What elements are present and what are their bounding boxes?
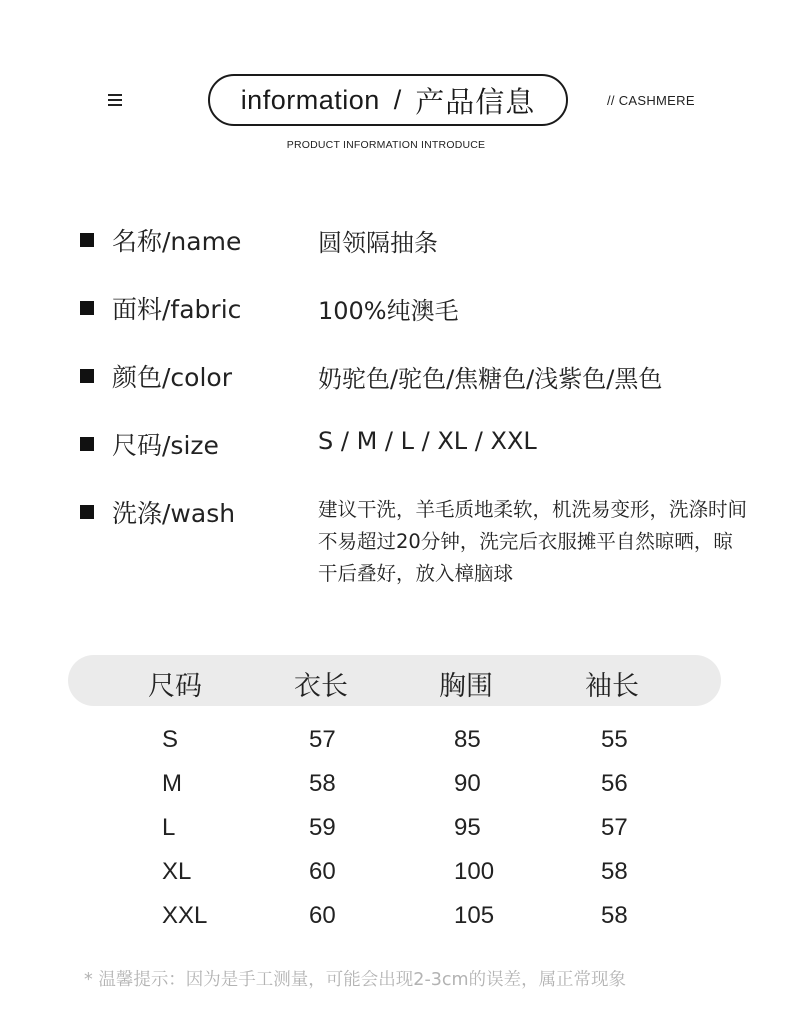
info-value: 奶驼色/驼色/焦糖色/浅紫色/黑色: [318, 365, 663, 393]
table-header-cell: 衣长: [294, 671, 348, 702]
info-label: 尺码/size: [112, 431, 219, 460]
table-cell: 58: [601, 902, 628, 929]
title-english: information: [240, 84, 380, 115]
table-cell: 55: [601, 726, 628, 753]
info-value: S / M / L / XL / XXL: [318, 427, 537, 455]
table-cell: 56: [601, 770, 628, 797]
info-label: 名称/name: [112, 227, 242, 256]
table-header-cell: 尺码: [148, 671, 202, 702]
table-cell: 58: [309, 770, 336, 797]
table-cell: 90: [454, 770, 481, 797]
table-cell: 58: [601, 858, 628, 885]
brand-tag: // CASHMERE: [607, 93, 695, 108]
info-value: 圆领隔抽条: [318, 229, 438, 257]
menu-icon-bar: [108, 99, 122, 101]
table-cell: 105: [454, 902, 495, 929]
table-cell: 100: [454, 858, 495, 885]
info-value: 建议干洗，羊毛质地柔软，机洗易变形，洗涤时间不易超过20分钟，洗完后衣服摊平自然晾晒，晾干后叠好，放入樟脑球: [318, 498, 748, 585]
table-cell: 95: [454, 814, 481, 841]
page-subtitle: PRODUCT INFORMATION INTRODUCE: [286, 139, 486, 151]
bullet-square-icon: [80, 301, 94, 315]
menu-icon-bar: [108, 104, 122, 106]
table-cell: 60: [309, 902, 336, 929]
bullet-square-icon: [80, 369, 94, 383]
table-cell: XXL: [162, 902, 208, 929]
table-cell: 60: [309, 858, 336, 885]
table-header-cell: 袖长: [585, 671, 639, 702]
info-value: 100%纯澳毛: [318, 297, 459, 325]
menu-icon-bar: [108, 94, 122, 96]
table-cell: 57: [601, 814, 628, 841]
table-cell: XL: [162, 858, 192, 885]
table-cell: L: [162, 814, 176, 841]
measurement-footnote: * 温馨提示：因为是手工测量，可能会出现2-3cm的误差，属正常现象: [84, 970, 627, 990]
menu-icon[interactable]: [108, 94, 122, 106]
size-table-header: [68, 655, 721, 706]
table-cell: 59: [309, 814, 336, 841]
bullet-square-icon: [80, 233, 94, 247]
info-label: 洗涤/wash: [112, 499, 236, 528]
info-label: 颜色/color: [112, 363, 232, 392]
bullet-square-icon: [80, 505, 94, 519]
table-cell: 85: [454, 726, 481, 753]
info-label: 面料/fabric: [112, 295, 242, 324]
title-chinese: 产品信息: [415, 84, 536, 119]
table-cell: S: [162, 726, 179, 753]
table-header-cell: 胸围: [439, 671, 493, 702]
title-separator: /: [393, 84, 402, 115]
title-pill: [208, 74, 568, 126]
bullet-square-icon: [80, 437, 94, 451]
table-cell: 57: [309, 726, 336, 753]
table-cell: M: [162, 770, 182, 797]
